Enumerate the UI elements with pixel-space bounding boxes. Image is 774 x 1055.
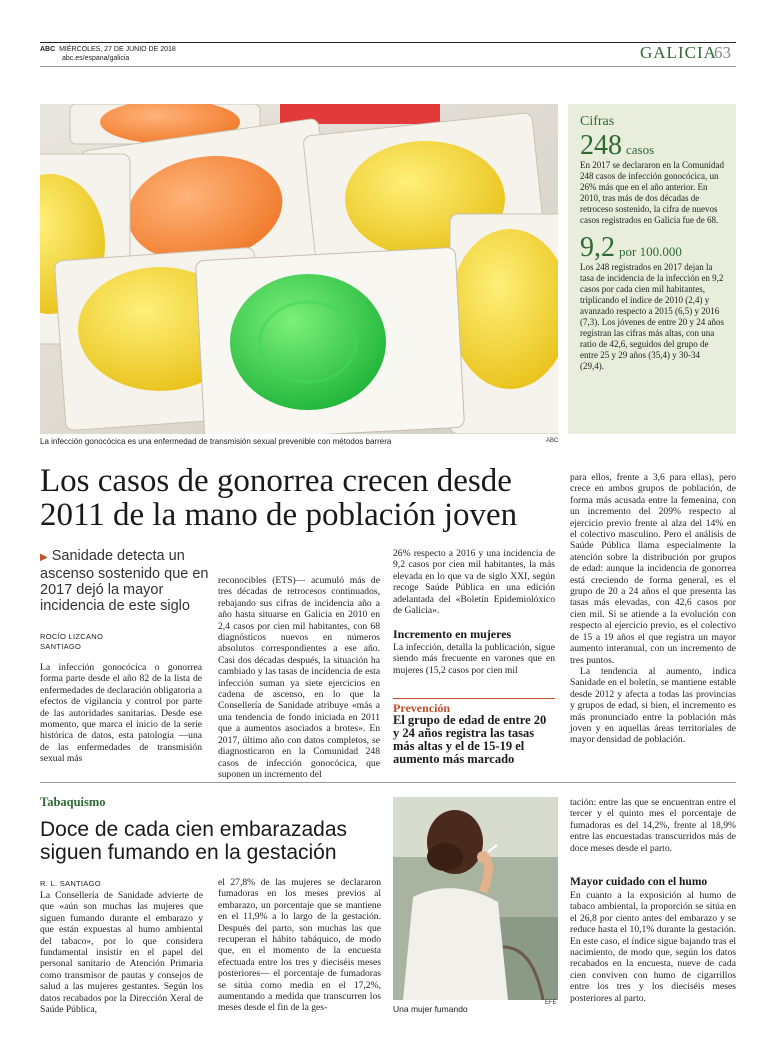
- article2-column-3: tación: entre las que se encuentran entre el tercer y el quinto mes el porcentaje de fumadoras es del 14,2%, frente al 18,9% entre las encuestadas transcurridos más de doce meses desde el parto.: [570, 797, 736, 854]
- figures-box: [568, 104, 736, 434]
- article-column-4-para-1: para ellos, frente a 3,6 para ellas), pero crece en ambos grupos de población, de forma más acusada entre la femenina, con un incremento del 209% respecto al ejercicio previo frente al alza del 14% en el colectivo masculino. Pero el análisis de Saúde Pública llama especialmente la atención sobre la distribución por grupos de edad: aunque la incidencia de gonorrea está creciendo de forma general, es el grupo de 20 a 24 años el que presenta las tasas más elevadas, con 42,6 casos por cien mil. Si se atiende a la evolución con respecto al ejercicio previo, es el colectivo de 15 a 19 años el que registra un mayor aumento interanual, con un incremento de tres puntos.: [570, 472, 736, 666]
- location: SANTIAGO: [40, 642, 82, 651]
- header-dateline: [40, 45, 176, 63]
- figure-1-text: En 2017 se declararon en la Comunidad 248 casos de infección gonocócica, un 26% más que en el año anterior. En 2010, tras más de dos décadas de retroceso sostenido, la cifra de nuevos casos registrados en Galicia fue de 68.: [580, 160, 724, 225]
- article-column-4-para-2: La tendencia al aumento, indica Sanidade en el boletín, se mantiene estable desde 2012 y afecta a todas las provincias y grupos de edad, si bien, el incremento es más pronunciado entre la población más joven y en aquellas áreas territoriales de mayor densidad de población.: [570, 665, 736, 746]
- section-name: GALICIA: [640, 43, 717, 62]
- woman-smoking-photo: [393, 797, 558, 1000]
- prevencion-tab: Prevención: [393, 701, 451, 715]
- section-url[interactable]: abc.es/espana/galicia: [62, 55, 130, 62]
- article-column-4: [570, 472, 736, 746]
- page-number: 63: [714, 43, 731, 62]
- photo-caption: La infección gonocócica es una enfermedad de transmisión sexual prevenible con métodos barrera: [40, 437, 392, 446]
- header-top-rule: [40, 42, 736, 43]
- article2-column-2: el 27,8% de las mujeres se declararon fumadoras en los meses previos al embarazo, un porcentaje que se mantiene en el 11,9% a lo largo de la gestación. Después del parto, son muchas las que recuperan el hábito tabáquico, de modo que, en el momento de la encuesta efectuada entre los tres y dieciséis meses posteriores— el porcentaje de fumadoras se sitúa como media en el 17,2%, aumentando a medida que transcurren los meses desde el fin de la ges-: [218, 877, 381, 1014]
- article2-column-4: En cuanto a la exposición al humo de tabaco ambiental, la proporción se sitúa en el 26,8 por ciento antes del embarazo y se reduce hasta el 10,1% durante la gestación. En este caso, el índice sigue bajando tras el nacimiento, de modo que, según los datos recabados en la encuesta, nueve de cada cien conviven con humo de cigarrillos entre los tres y los dieciséis meses posteriores al parto.: [570, 890, 736, 1004]
- article-column-1: La infección gonocócica o gonorrea forma parte desde el año 82 de la lista de enfermedades de declaración obligatoria a efectos de vigilancia y control por parte de las autoridades sanitarias. Desde ese momento, que marca el inicio de la serie histórica de datos, esta patología —una de las enfermedades de transmisión sexual más: [40, 662, 202, 765]
- author: ROCÍO LIZCANO: [40, 632, 104, 641]
- prevencion-highlight: El grupo de edad de entre 20 y 24 años registra las tasas más altas y el de 15-19 el aumento más marcado: [393, 713, 547, 766]
- article2-subhead: Mayor cuidado con el humo: [570, 876, 708, 888]
- article-subhead-text: Sanidade detecta un ascenso sostenido que en 2017 dejó la mayor incidencia de este siglo: [40, 548, 209, 614]
- subhead-mujeres: Incremento en mujeres: [393, 627, 512, 641]
- article2-byline: R. L. SANTIAGO: [40, 879, 101, 888]
- woman-smoking-illustration: [393, 797, 558, 1000]
- photo2-caption: Una mujer fumando: [393, 1004, 468, 1014]
- article-headline: Los casos de gonorrea crecen desde 2011 de la mano de población joven: [40, 463, 518, 533]
- article-byline: [40, 632, 103, 652]
- header-bottom-rule: [40, 66, 736, 67]
- condom-packets-illustration: [40, 104, 558, 434]
- article2-column-1: La Consellería de Sanidade advierte de que «aún son muchas las mujeres que siguen fumando durante el embarazo y que están expuestas al humo ambiental del tabaco», por lo que considera fundamental insistir en el papel del personal sanitario de Atención Primaria como transmisor de pautas y consejos de salud a las mujeres gestantes. Según los datos recabados por la Dirección Xeral de Saúde Pública,: [40, 890, 203, 1016]
- brand-logo: ABC: [40, 46, 56, 53]
- figure-2-number: 9,2: [580, 232, 615, 263]
- article-separator: [40, 782, 736, 783]
- article-subhead: [40, 548, 215, 614]
- figure-2-unit: por 100.000: [619, 244, 682, 259]
- figure-1-unit: casos: [626, 142, 655, 157]
- article-column-2: reconocibles (ETS)— acumuló más de tres décadas de retrocesos continuados, rebajando sus cifras de incidencia año a año hasta situarse en Galicia en 2010 en 2,4 casos por cien mil habitantes, con 68 diagnósticos nuevos en números absolutos correspondientes a ese año. Casi dos décadas después, la situación ha cambiado y las tasas de incidencia de esta infección suman ya siete ejercicios en cadena de ascenso, en lo que la Consellería de Sanidade atribuye «más a una tendencia de fondo iniciada en 2011 que a aumentos asociados a brotes». En 2017, último año con datos completos, se diagnosticaron en la Comunidad 248 casos de infección gonocócica, que suponen un incremento del: [218, 575, 380, 780]
- article-column-3: 26% respecto a 2016 y una incidencia de 9,2 casos por cien mil habitantes, la más elevada en lo que va de siglo XXI, según recoge Saúde Pública en una edición adelantada del «Boletín Epidemiolóxico de Galicia».: [393, 548, 555, 617]
- figure-2-text: Los 248 registrados en 2017 dejan la tasa de incidencia de la infección en 9,2 casos por cada cien mil habitantes, triplicando el índice de 2010 (2,4) y avanzado respecto a 2015 (6,5) y 2016 (7,3). Los jóvenes de entre 20 y 24 años registran las cifras más altas, con una ratio de 42,6, seguidos del grupo de entre 25 y 29 años (35,4) y 30-34 (29,4).: [580, 262, 724, 371]
- date: MIÉRCOLES, 27 DE JUNIO DE 2018: [59, 46, 176, 53]
- figures-box-title: Cifras: [580, 114, 615, 129]
- photo2-credit: EFE: [545, 1000, 557, 1006]
- triangle-bullet-icon: ▶: [40, 552, 48, 563]
- article2-section-tab: Tabaquismo: [40, 795, 106, 809]
- photo-credit: ABC: [546, 438, 559, 444]
- figure-1-number: 248: [580, 130, 622, 161]
- main-photo: [40, 104, 558, 434]
- prevencion-rule: [393, 698, 555, 699]
- article2-headline: Doce de cada cien embarazadas siguen fumando en la gestación: [40, 818, 348, 864]
- article-column-3b: La infección, detalla la publicación, sigue siendo más frecuente en varones que en mujeres (15,2 casos por cien mil: [393, 642, 555, 676]
